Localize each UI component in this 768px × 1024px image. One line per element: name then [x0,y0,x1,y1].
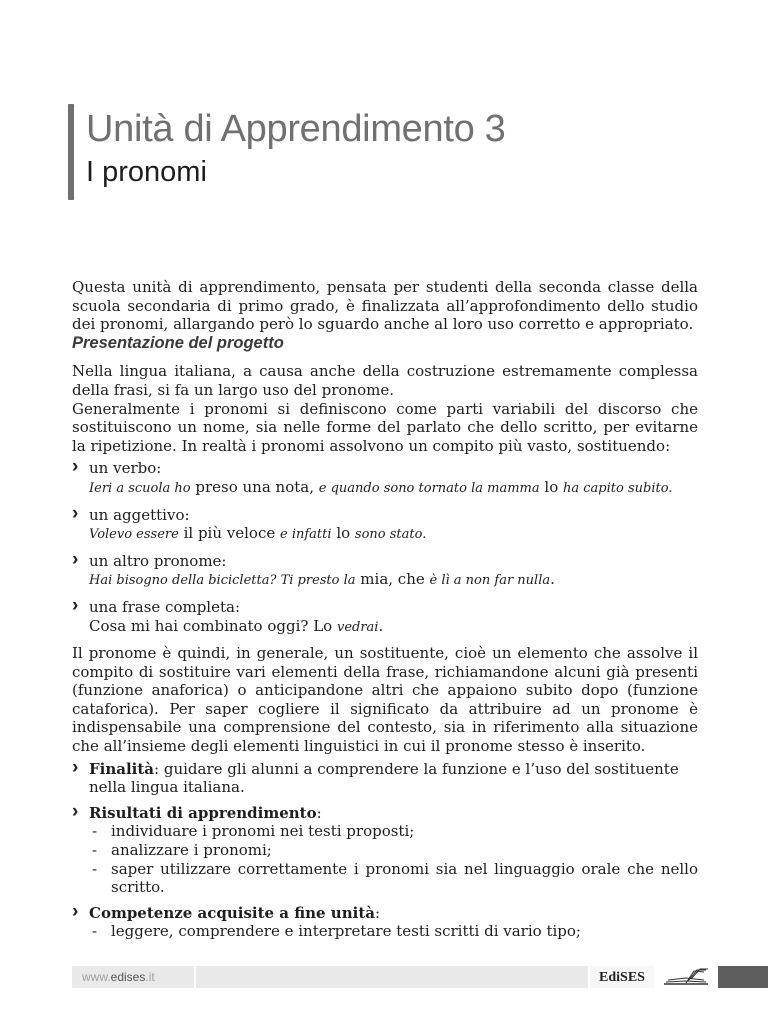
page-content [72,278,698,948]
example-roman: Cosa mi hai combinato oggi [89,616,301,635]
goal-text: : [316,803,322,822]
example-italic: e infatti [280,527,332,543]
example-sentence [89,524,698,545]
example-italic: è lì a non far nulla [429,573,551,589]
example-label: una frase completa: [89,597,240,616]
example-label: un aggettivo: [89,505,190,524]
examples-list [72,459,698,637]
example-italic: sono stato. [354,527,427,543]
section-paragraph-1: Nella lingua italiana, a causa anche della costruzione estremamente complessa della frasi, si fa un largo uso del pronome. [72,362,698,399]
example-italic: Volevo essere [89,527,179,543]
example-label: un verbo: [89,459,162,478]
example-italic: ha capito subito. [563,480,673,496]
goal-text: : guidare gli alunni a comprendere la funzione e l’uso del sostituente nella lingua italiana. [89,759,679,797]
example-roman: ? Lo [300,616,337,635]
example-italic: Hai bisogno della bicicletta? Ti presto la [89,573,356,589]
footer-url-domain: edises [110,970,146,984]
body-paragraph: Il pronome è quindi, in generale, un sostituente, cioè un elemento che assolve il compito di sostituire vari elementi della frase, richiamandone alcuni già presenti (funzione anaforica) o anticipandone altri che appaiono subito dopo (funzione cataforica). Per saper cogliere il significato da attribuire ad un pronome è indispensabile una comprensione del contesto, sia in riferimento alla situazione che all’insieme degli elementi linguistici in cui il pronome stesso è inserito. [72,644,698,756]
goal-sublist [89,822,698,896]
goal-text: : [374,903,381,922]
example-roman: il più veloce [178,524,281,543]
section-heading: Presentazione del progetto [72,333,284,352]
goal-subitem: - individuare i pronomi nei testi proposti; [89,822,698,841]
goal-subitem: - leggere, comprendere e interpretare testi scritti di vario tipo; [89,922,698,941]
example-label: un altro pronome: [89,551,227,570]
goal-subitem: - analizzare i pronomi; [89,841,698,860]
example-sentence [89,570,698,591]
example-italic: vedrai [336,619,379,635]
example-verb [72,459,698,498]
example-italic: Ieri a scuola ho [89,480,191,496]
book-icon [656,966,716,988]
unit-title: Unità di Apprendimento 3 [86,108,506,150]
publisher-logo: EdiSES [590,966,654,988]
footer-url[interactable] [82,970,155,984]
goal-subitem: - saper utilizzare correttamente i pronomi sia nel linguaggio orale che nello scritto. [89,860,698,897]
footer-band [196,966,588,988]
goal-competenze [72,904,698,941]
goal-risultati [72,804,698,897]
example-sentence-item [72,598,698,637]
goal-finalita [72,760,698,797]
example-roman: . [378,616,384,635]
footer-url-prefix: www. [82,970,111,984]
goal-label: Risultati di apprendimento [89,803,317,822]
example-sentence [89,478,698,499]
unit-subtitle: I pronomi [86,156,207,188]
intro-paragraph: Questa unità di apprendimento, pensata per studenti della seconda classe della scuola secondaria di primo grado, è finalizzata all’approfondimento dello studio dei pronomi, allargando però lo sguardo anche al loro uso corretto e appropriato. [72,278,698,334]
footer-url-suffix: .it [145,970,155,984]
footer-page-box [718,966,768,988]
example-roman: preso una nota, [190,477,319,496]
title-accent-bar [68,104,74,200]
example-roman: lo [331,524,355,543]
goal-sublist [89,922,698,941]
goal-label: Finalità [89,759,155,778]
book-icon-graphic [656,966,716,988]
example-adjective [72,506,698,545]
example-roman: lo [539,477,563,496]
section-paragraph-2: Generalmente i pronomi si definiscono come parti variabili del discorso che sostituiscono un nome, sia nelle forme del parlato che dello scritto, per evitarne la ripetizione. In realtà i pronomi assolvono un compito più vasto, sostituendo: [72,399,698,455]
example-italic: e quando sono tornato la mamma [318,480,540,496]
example-pronoun [72,552,698,591]
goals-list [72,760,698,941]
goal-label: Competenze acquisite a fine unità [89,903,375,922]
example-roman: mia, che [355,570,430,589]
example-sentence [89,617,698,638]
example-roman: . [550,570,555,589]
